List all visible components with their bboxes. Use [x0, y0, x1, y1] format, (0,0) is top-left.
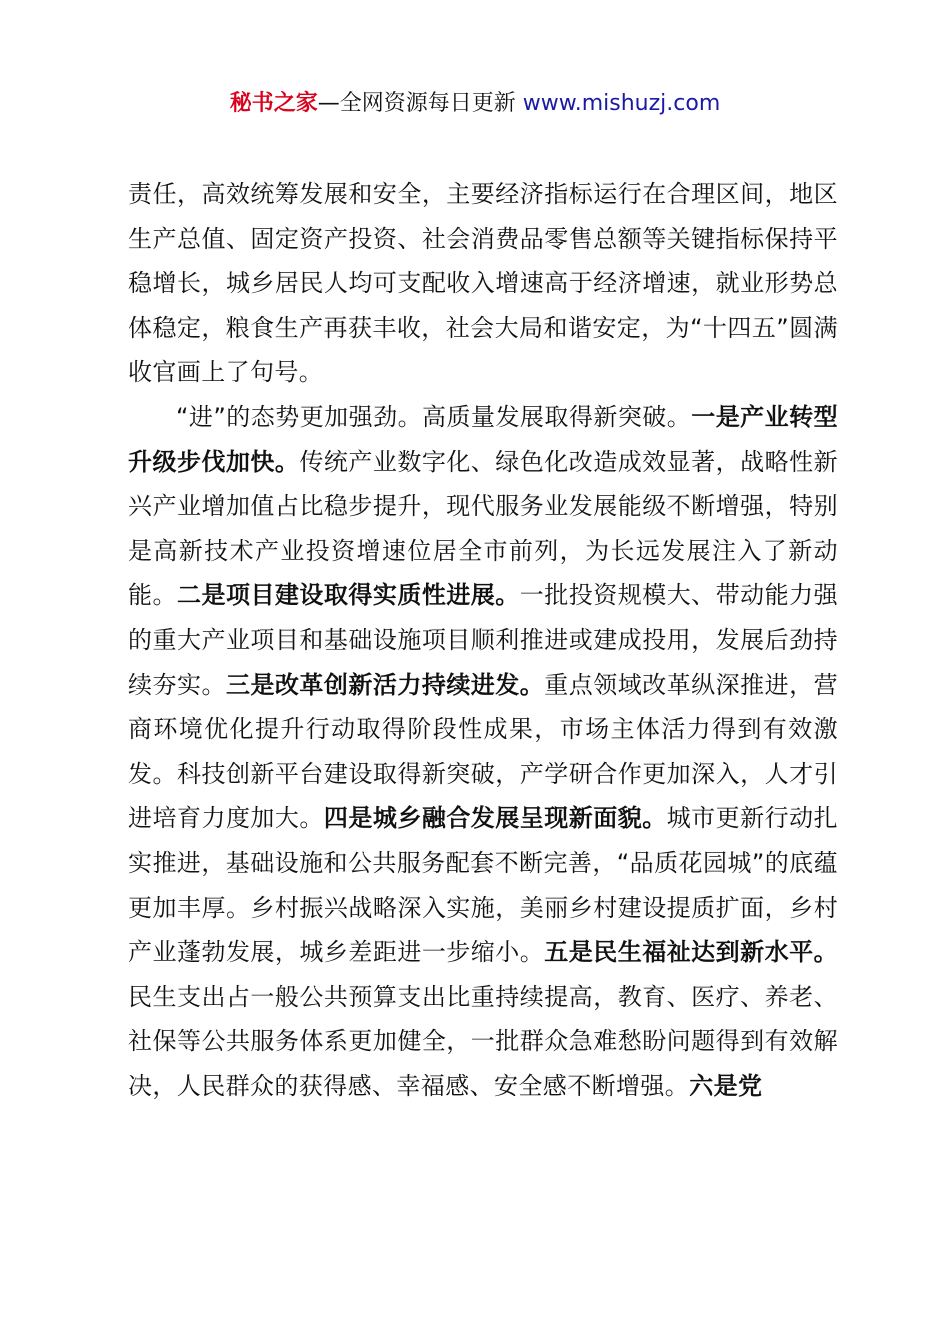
point-6-heading: 六是党: [689, 1071, 763, 1100]
paragraph-2: [128, 395, 838, 1109]
site-url-link[interactable]: www.mishuzj.com: [522, 91, 721, 116]
header-tagline: 全网资源每日更新: [339, 91, 516, 116]
header-separator: —: [317, 91, 340, 116]
point-3-heading: 三是改革创新活力持续进发。: [225, 670, 545, 699]
point-1-text: 传统产业数字化、绿色化改造成效显著，战略性新兴产业增加值占比稳步提升，现代服务业发展能级不断增强，特别是高新技术产业投资增速位居全市前列，为长远发展注入了新动能。: [128, 447, 838, 610]
point-2-heading: 二是项目建设取得实质性进展。: [176, 581, 520, 610]
point-2-text: 一批投资规模大、带动能力强的重大产业项目和基础设施项目顺利推进或建成投用，发展后劲持续夯实。: [128, 581, 838, 699]
paragraph-1: 责任，高效统筹发展和安全，主要经济指标运行在合理区间，地区生产总值、固定资产投资、社会消费品零售总额等关键指标保持平稳增长，城乡居民人均可支配收入增速高于经济增速，就业形势总体稳定，粮食生产再获丰收，社会大局和谐安定，为“十四五”圆满收官画上了句号。: [128, 180, 838, 387]
document-body: [128, 172, 838, 1108]
paragraph-2-lead: “进”的态势更加强劲。高质量发展取得新突破。: [176, 402, 692, 431]
point-4-text: 城市更新行动扎实推进，基础设施和公共服务配套不断完善，“品质花园城”的底蕴更加丰厚。乡村振兴战略深入实施，美丽乡村建设提质扩面，乡村产业蓬勃发展，城乡差距进一步缩小。: [128, 804, 838, 967]
site-header: [0, 86, 950, 122]
point-5-text: 民生支出占一般公共预算支出比重持续提高，教育、医疗、养老、社保等公共服务体系更加健全，一批群众急难愁盼问题得到有效解决，人民群众的获得感、幸福感、安全感不断增强。: [128, 982, 838, 1100]
point-3-text: 重点领域改革纵深推进，营商环境优化提升行动取得阶段性成果，市场主体活力得到有效激发。科技创新平台建设取得新突破，产学研合作更加深入，人才引进培育力度加大。: [128, 670, 838, 833]
point-4-heading: 四是城乡融合发展呈现新面貌。: [323, 804, 667, 833]
point-1-heading: 一是产业转型升级步伐加快。: [128, 402, 838, 476]
point-5-heading: 五是民生福祉达到新水平。: [544, 938, 838, 967]
brand-name: 秘书之家: [229, 91, 318, 116]
